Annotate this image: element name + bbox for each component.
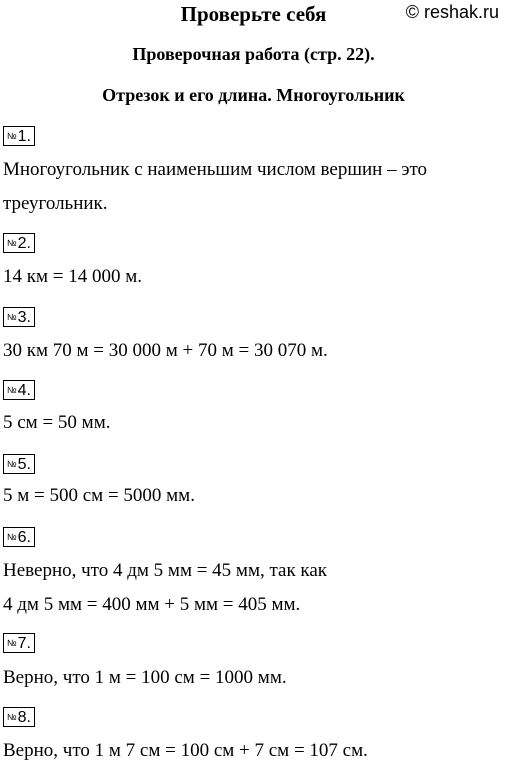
number-sign: № bbox=[7, 131, 17, 141]
number-sign: № bbox=[7, 532, 17, 542]
task-number: 6. bbox=[17, 529, 31, 546]
task-answer-line: 4 дм 5 мм = 400 мм + 5 мм = 405 мм. bbox=[3, 594, 301, 615]
task-number: 7. bbox=[17, 635, 31, 652]
task-number-badge bbox=[3, 380, 35, 400]
number-sign: № bbox=[7, 312, 17, 322]
watermark: © reshak.ru bbox=[405, 2, 499, 22]
task-answer-line: Многоугольник с наименьшим числом вершин – это bbox=[3, 159, 428, 180]
task-number-badge bbox=[3, 126, 35, 146]
task-number: 3. bbox=[17, 309, 31, 326]
number-sign: № bbox=[7, 238, 17, 248]
task-number: 4. bbox=[17, 382, 31, 399]
task-number-badge bbox=[3, 233, 35, 253]
number-sign: № bbox=[7, 638, 17, 648]
number-sign: № bbox=[7, 459, 17, 469]
task-answer-line: 14 км = 14 000 м. bbox=[3, 266, 142, 287]
number-sign: № bbox=[7, 712, 17, 722]
topic-title: Отрезок и его длина. Многоугольник bbox=[102, 85, 405, 105]
task-number: 2. bbox=[17, 235, 31, 252]
task-answer-line: Верно, что 1 м 7 см = 100 см + 7 см = 107 см. bbox=[3, 740, 368, 761]
task-answer-line: Верно, что 1 м = 100 см = 1000 мм. bbox=[3, 667, 287, 688]
task-number-badge bbox=[3, 527, 35, 547]
task-number: 1. bbox=[17, 128, 31, 145]
task-answer-line: 5 м = 500 см = 5000 мм. bbox=[3, 485, 195, 506]
task-number-badge bbox=[3, 454, 35, 474]
task-answer-line: треугольник. bbox=[3, 193, 108, 214]
task-answer-line: Неверно, что 4 дм 5 мм = 45 мм, так как bbox=[3, 560, 328, 581]
task-answer-line: 5 см = 50 мм. bbox=[3, 412, 111, 433]
task-number: 5. bbox=[17, 456, 31, 473]
page-title: Проверьте себя bbox=[180, 2, 327, 26]
task-number-badge bbox=[3, 633, 35, 653]
number-sign: № bbox=[7, 385, 17, 395]
task-number-badge bbox=[3, 707, 35, 727]
task-number: 8. bbox=[17, 709, 31, 726]
work-title: Проверочная работа (стр. 22). bbox=[132, 44, 375, 64]
task-answer-line: 30 км 70 м = 30 000 м + 70 м = 30 070 м. bbox=[3, 340, 328, 361]
task-number-badge bbox=[3, 307, 35, 327]
